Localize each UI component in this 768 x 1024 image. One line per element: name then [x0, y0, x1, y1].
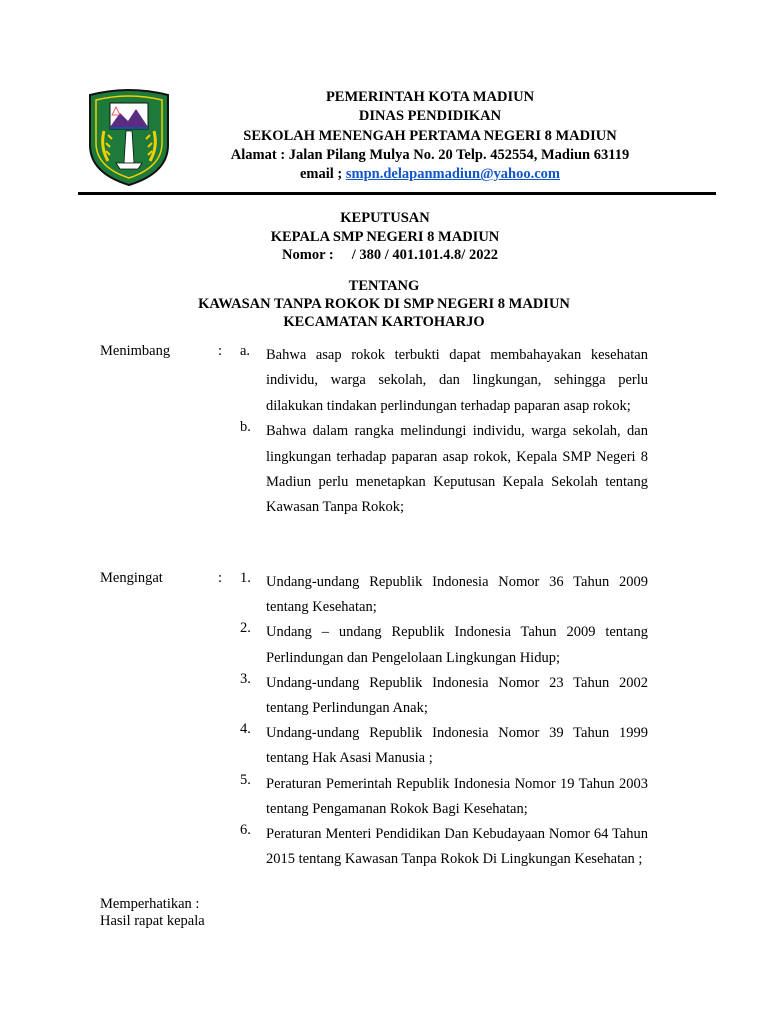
list-item — [240, 570, 648, 620]
item-text: Peraturan Pemerintah Republik Indonesia Nomor 19 Tahun 2003 tentang Pengamanan Rokok Bagi Kesehatan; — [266, 775, 648, 817]
menimbang-label: Menimbang — [100, 343, 171, 359]
nomor-label: Nomor : — [282, 247, 334, 263]
item-marker: 1. — [240, 570, 251, 586]
letterhead-line1: PEMERINTAH KOTA MADIUN — [325, 89, 535, 105]
decree-number — [160, 246, 610, 265]
item-marker: 5. — [240, 771, 251, 788]
tentang-line1: TENTANG — [348, 278, 420, 294]
mengingat-label: Mengingat — [100, 570, 163, 586]
list-item — [240, 419, 648, 521]
item-text: Bahwa asap rokok terbukti dapat membahayakan kesehatan individu, warga sekolah, dan lingkungan, sehingga perlu dilakukan tindakan perlindungan terhadap paparan asap rokok; — [266, 347, 648, 414]
decree-subject — [100, 277, 668, 331]
item-marker: 3. — [240, 670, 251, 687]
decree-title — [160, 209, 610, 265]
item-text: Undang-undang Republik Indonesia Nomor 39 Tahun 1999 tentang Hak Asasi Manusia ; — [266, 725, 648, 767]
item-text: Peraturan Menteri Pendidikan Dan Kebudayaan Nomor 64 Tahun 2015 tentang Kawasan Tanpa Rokok Di Lingkungan Kesehatan ; — [266, 826, 648, 868]
madiun-city-crest-icon — [86, 87, 172, 187]
letterhead-line2: DINAS PENDIDIKAN — [358, 108, 502, 125]
letterhead-line3: SEKOLAH MENENGAH PERTAMA NEGERI 8 MADIUN — [243, 127, 617, 144]
mengingat-colon: : — [218, 570, 223, 586]
item-marker: a. — [240, 343, 251, 359]
item-text: Undang-undang Republik Indonesia Nomor 23 Tahun 2002 tentang Perlindungan Anak; — [266, 674, 648, 717]
item-marker: 6. — [240, 822, 251, 839]
tentang-line2: KAWASAN TANPA ROKOK DI SMP NEGERI 8 MADIUN — [198, 296, 570, 312]
item-marker: 2. — [240, 620, 251, 637]
memperhatikan-label: Memperhatikan : — [100, 896, 200, 912]
letterhead-divider — [78, 192, 716, 195]
email-label: email ; — [299, 166, 346, 183]
list-item — [240, 671, 648, 721]
title-line1: KEPUTUSAN — [340, 210, 430, 226]
mengingat-list — [240, 570, 648, 872]
letterhead-email-line — [200, 165, 660, 184]
memperhatikan-section — [100, 896, 205, 930]
item-marker: 4. — [240, 721, 251, 738]
list-item — [240, 721, 648, 771]
menimbang-colon: : — [218, 343, 223, 359]
item-text: Bahwa dalam rangka melindungi individu, warga sekolah, dan lingkungan terhadap paparan asap rokok, Kepala SMP Negeri 8 Madiun perlu menetapkan Keputusan Kepala Sekolah tentang Kawasan Tanpa Rokok; — [266, 423, 648, 516]
nomor-value: / 380 / 401.101.4.8/ 2022 — [351, 247, 498, 263]
list-item — [240, 620, 648, 670]
email-link[interactable]: smpn.delapanmadiun@yahoo.com — [345, 166, 561, 183]
item-marker: b. — [240, 419, 251, 436]
list-item — [240, 822, 648, 872]
memperhatikan-text: Hasil rapat kepala — [100, 913, 205, 929]
tentang-line3: KECAMATAN KARTOHARJO — [283, 314, 485, 330]
item-text: Undang – undang Republik Indonesia Tahun 2009 tentang Perlindungan dan Pengelolaan Lingkungan Hidup; — [266, 624, 648, 666]
menimbang-list — [240, 343, 648, 521]
list-item — [240, 343, 648, 419]
letterhead — [200, 88, 660, 184]
letterhead-address: Alamat : Jalan Pilang Mulya No. 20 Telp. 452554, Madiun 63119 — [230, 146, 630, 163]
list-item — [240, 772, 648, 822]
item-text: Undang-undang Republik Indonesia Nomor 36 Tahun 2009 tentang Kesehatan; — [266, 574, 648, 616]
title-line2: KEPALA SMP NEGERI 8 MADIUN — [270, 228, 500, 245]
